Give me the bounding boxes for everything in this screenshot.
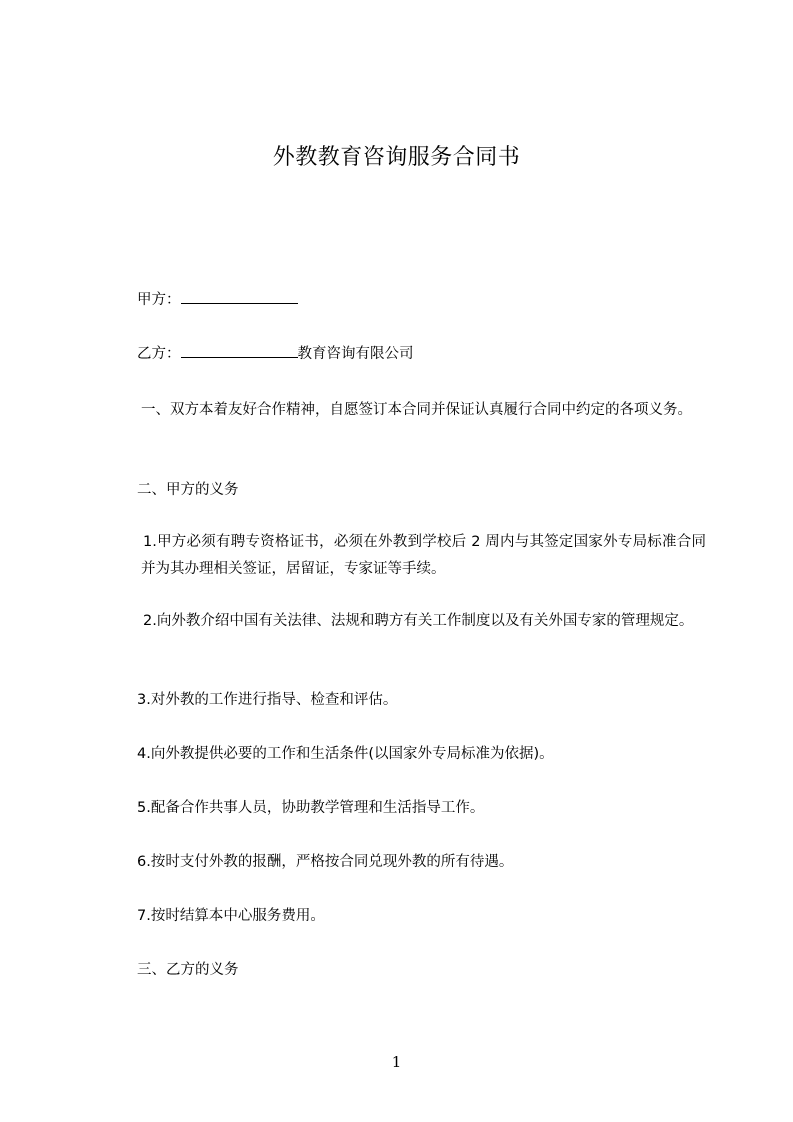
party-b-label: 乙方： [137,346,181,362]
section-3-heading: 三、乙方的义务 [137,962,239,978]
list-item: 2.向外教介绍中国有关法律、法规和聘方有关工作制度以及有关外国专家的管理规定。 [143,613,694,629]
list-item: 6.按时支付外教的报酬，严格按合同兑现外教的所有待遇。 [137,854,514,870]
clause-1: 一、双方本着友好合作精神，自愿签订本合同并保证认真履行合同中约定的各项义务。 [141,402,692,418]
document-title: 外教教育咨询服务合同书 [272,145,521,170]
party-b-company: 教育咨询有限公司 [297,346,414,362]
party-a-label: 甲方： [137,292,181,308]
list-item: 1.甲方必须有聘专资格证书，必须在外教到学校后 2 周内与其签定国家外专局标准合同并为其办理相关签证，居留证，专家证等手续。 [141,534,706,577]
list-item: 4.向外教提供必要的工作和生活条件(以国家外专局标准为依据)。 [137,746,554,762]
section-2-heading: 二、甲方的义务 [137,482,239,498]
party-a-line [137,287,298,314]
party-b-blank [181,343,298,358]
party-a-blank [181,289,298,304]
list-item: 3.对外教的工作进行指导、检查和评估。 [137,692,398,708]
list-item: 7.按时结算本中心服务费用。 [137,908,325,924]
party-b-line [137,341,414,368]
list-item: 5.配备合作共事人员，协助教学管理和生活指导工作。 [137,800,485,816]
page-number: 1 [391,1053,402,1071]
